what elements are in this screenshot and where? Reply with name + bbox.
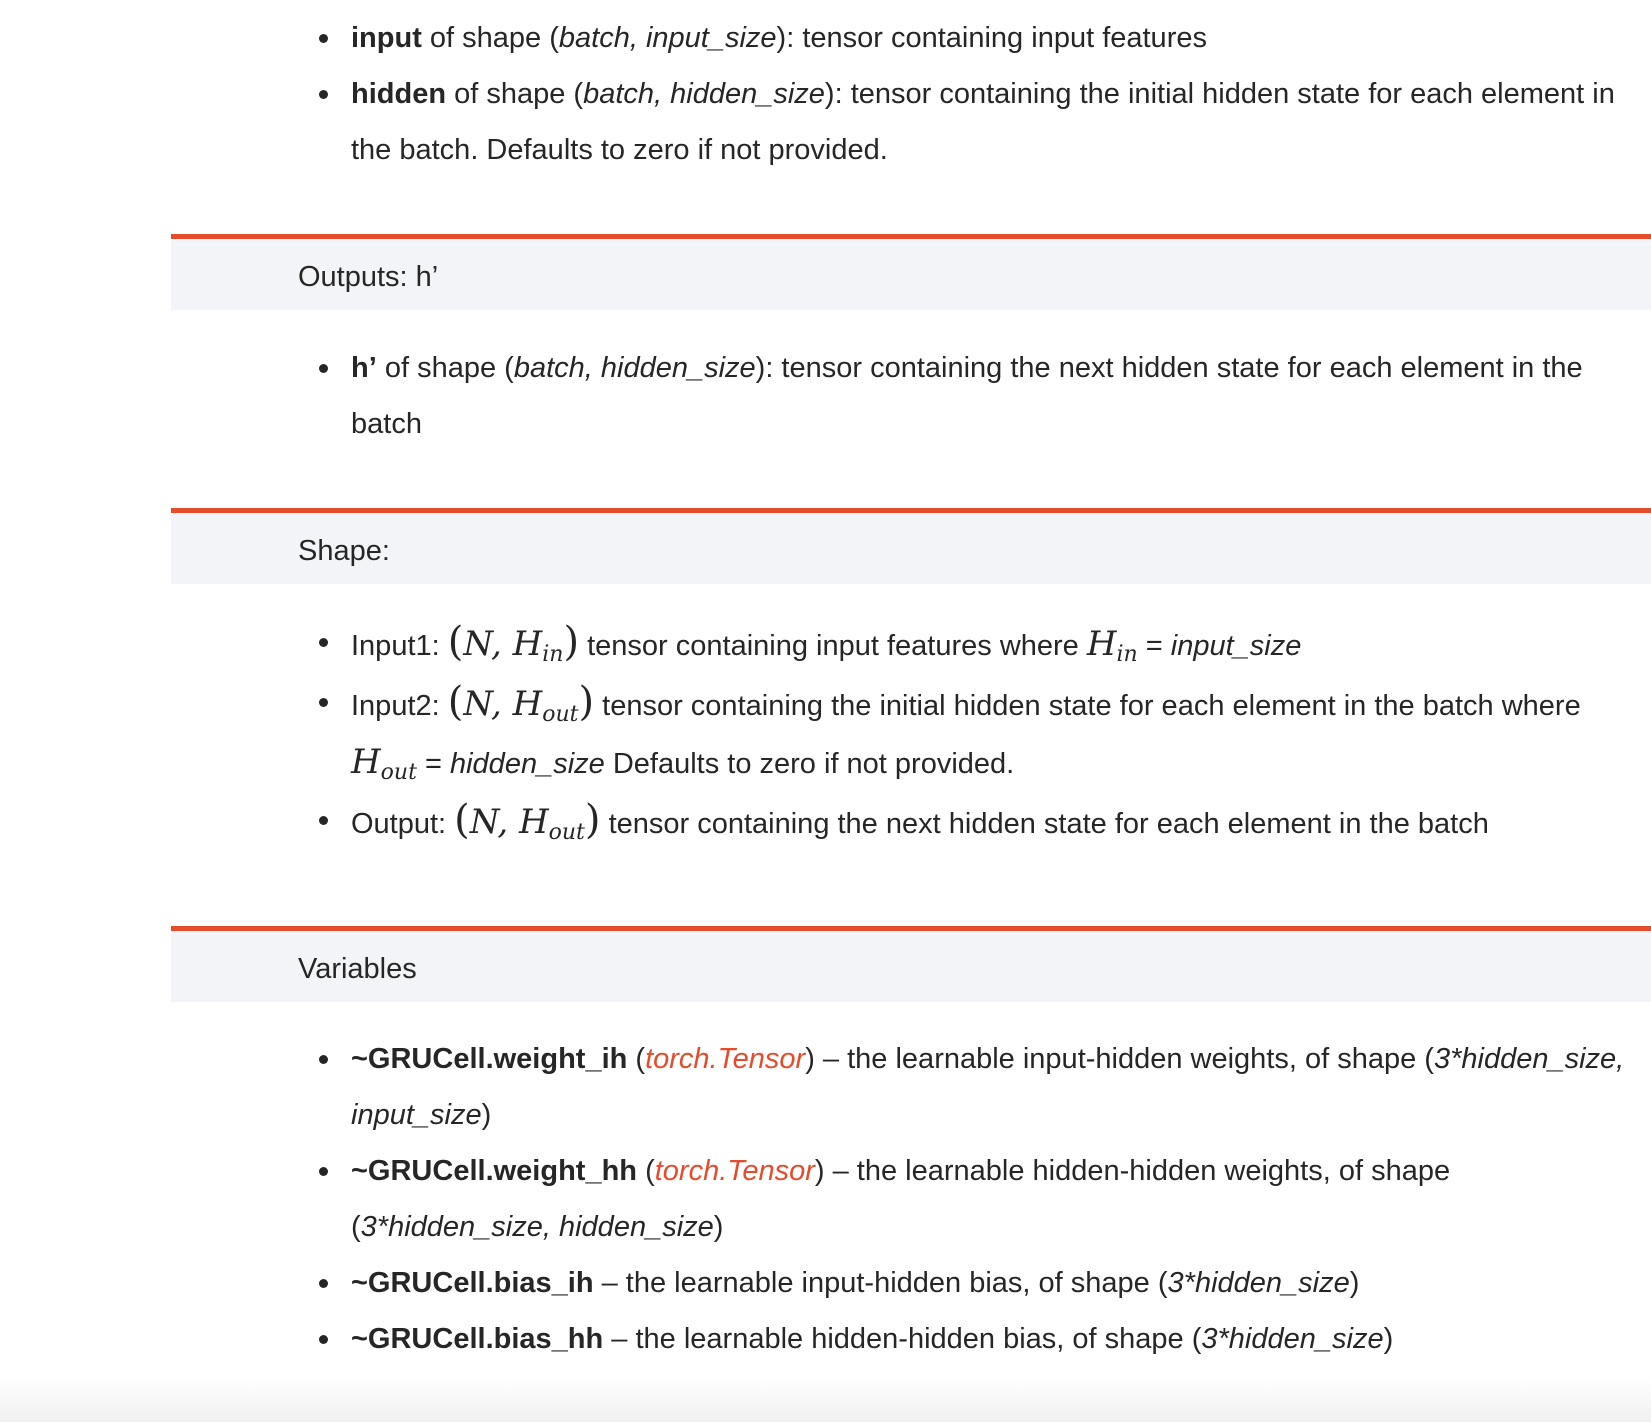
outputs-list	[301, 340, 1641, 452]
variables-heading: Variables	[298, 953, 417, 985]
math-expr: $H_{in}$	[1086, 624, 1138, 667]
type-link[interactable]: torch.Tensor	[654, 1155, 815, 1187]
math-expr: (N, $H_{out}$)	[447, 679, 595, 727]
variable-name: ~GRUCell.weight_ih	[351, 1043, 628, 1075]
list-item: hidden of shape (batch, hidden_size): tensor containing the initial hidden state for each element in the batch. Defaults to zero if not provided.	[301, 66, 1641, 178]
list-item: Input2: (N, $H_{out}$) tensor containing the initial hidden state for each element in the batch where $H_{out}$ = hidden_size Defaults to zero if not provided.	[301, 674, 1641, 792]
list-item: ~GRUCell.bias_hh – the learnable hidden-hidden bias, of shape (3*hidden_size)	[301, 1311, 1641, 1367]
variables-heading-bar	[171, 926, 1651, 1002]
type-link[interactable]: torch.Tensor	[645, 1043, 806, 1075]
param-name: h’	[351, 352, 377, 384]
param-name: hidden	[351, 78, 447, 110]
list-item: ~GRUCell.bias_ih – the learnable input-hidden bias, of shape (3*hidden_size)	[301, 1255, 1641, 1311]
math-expr: $H_{out}$	[351, 742, 417, 785]
math-expr: (N, $H_{in}$)	[447, 619, 580, 667]
variable-name: ~GRUCell.bias_ih	[351, 1267, 594, 1299]
list-item: ~GRUCell.weight_ih (torch.Tensor) – the learnable input-hidden weights, of shape (3*hidden_size, input_size)	[301, 1031, 1641, 1143]
inputs-list	[301, 10, 1641, 178]
shape-heading: Shape:	[298, 535, 390, 567]
shape-heading-bar	[171, 508, 1651, 584]
list-item: h’ of shape (batch, hidden_size): tensor containing the next hidden state for each element in the batch	[301, 340, 1641, 452]
shape-list	[301, 614, 1641, 852]
list-item: Input1: (N, $H_{in}$) tensor containing input features where $H_{in}$ = input_size	[301, 614, 1641, 674]
bottom-scroll-edge	[0, 1378, 1651, 1422]
param-name: input	[351, 22, 422, 54]
variable-name: ~GRUCell.weight_hh	[351, 1155, 638, 1187]
math-expr: (N, $H_{out}$)	[454, 797, 601, 845]
outputs-heading: Outputs: h’	[298, 261, 439, 293]
variable-name: ~GRUCell.bias_hh	[351, 1323, 604, 1355]
list-item: Output: (N, $H_{out}$) tensor containing the next hidden state for each element in the batch	[301, 792, 1641, 852]
variables-list	[301, 1031, 1641, 1367]
list-item: ~GRUCell.weight_hh (torch.Tensor) – the learnable hidden-hidden weights, of shape (3*hidden_size, hidden_size)	[301, 1143, 1641, 1255]
outputs-heading-bar	[171, 234, 1651, 310]
list-item: input of shape (batch, input_size): tensor containing input features	[301, 10, 1641, 66]
